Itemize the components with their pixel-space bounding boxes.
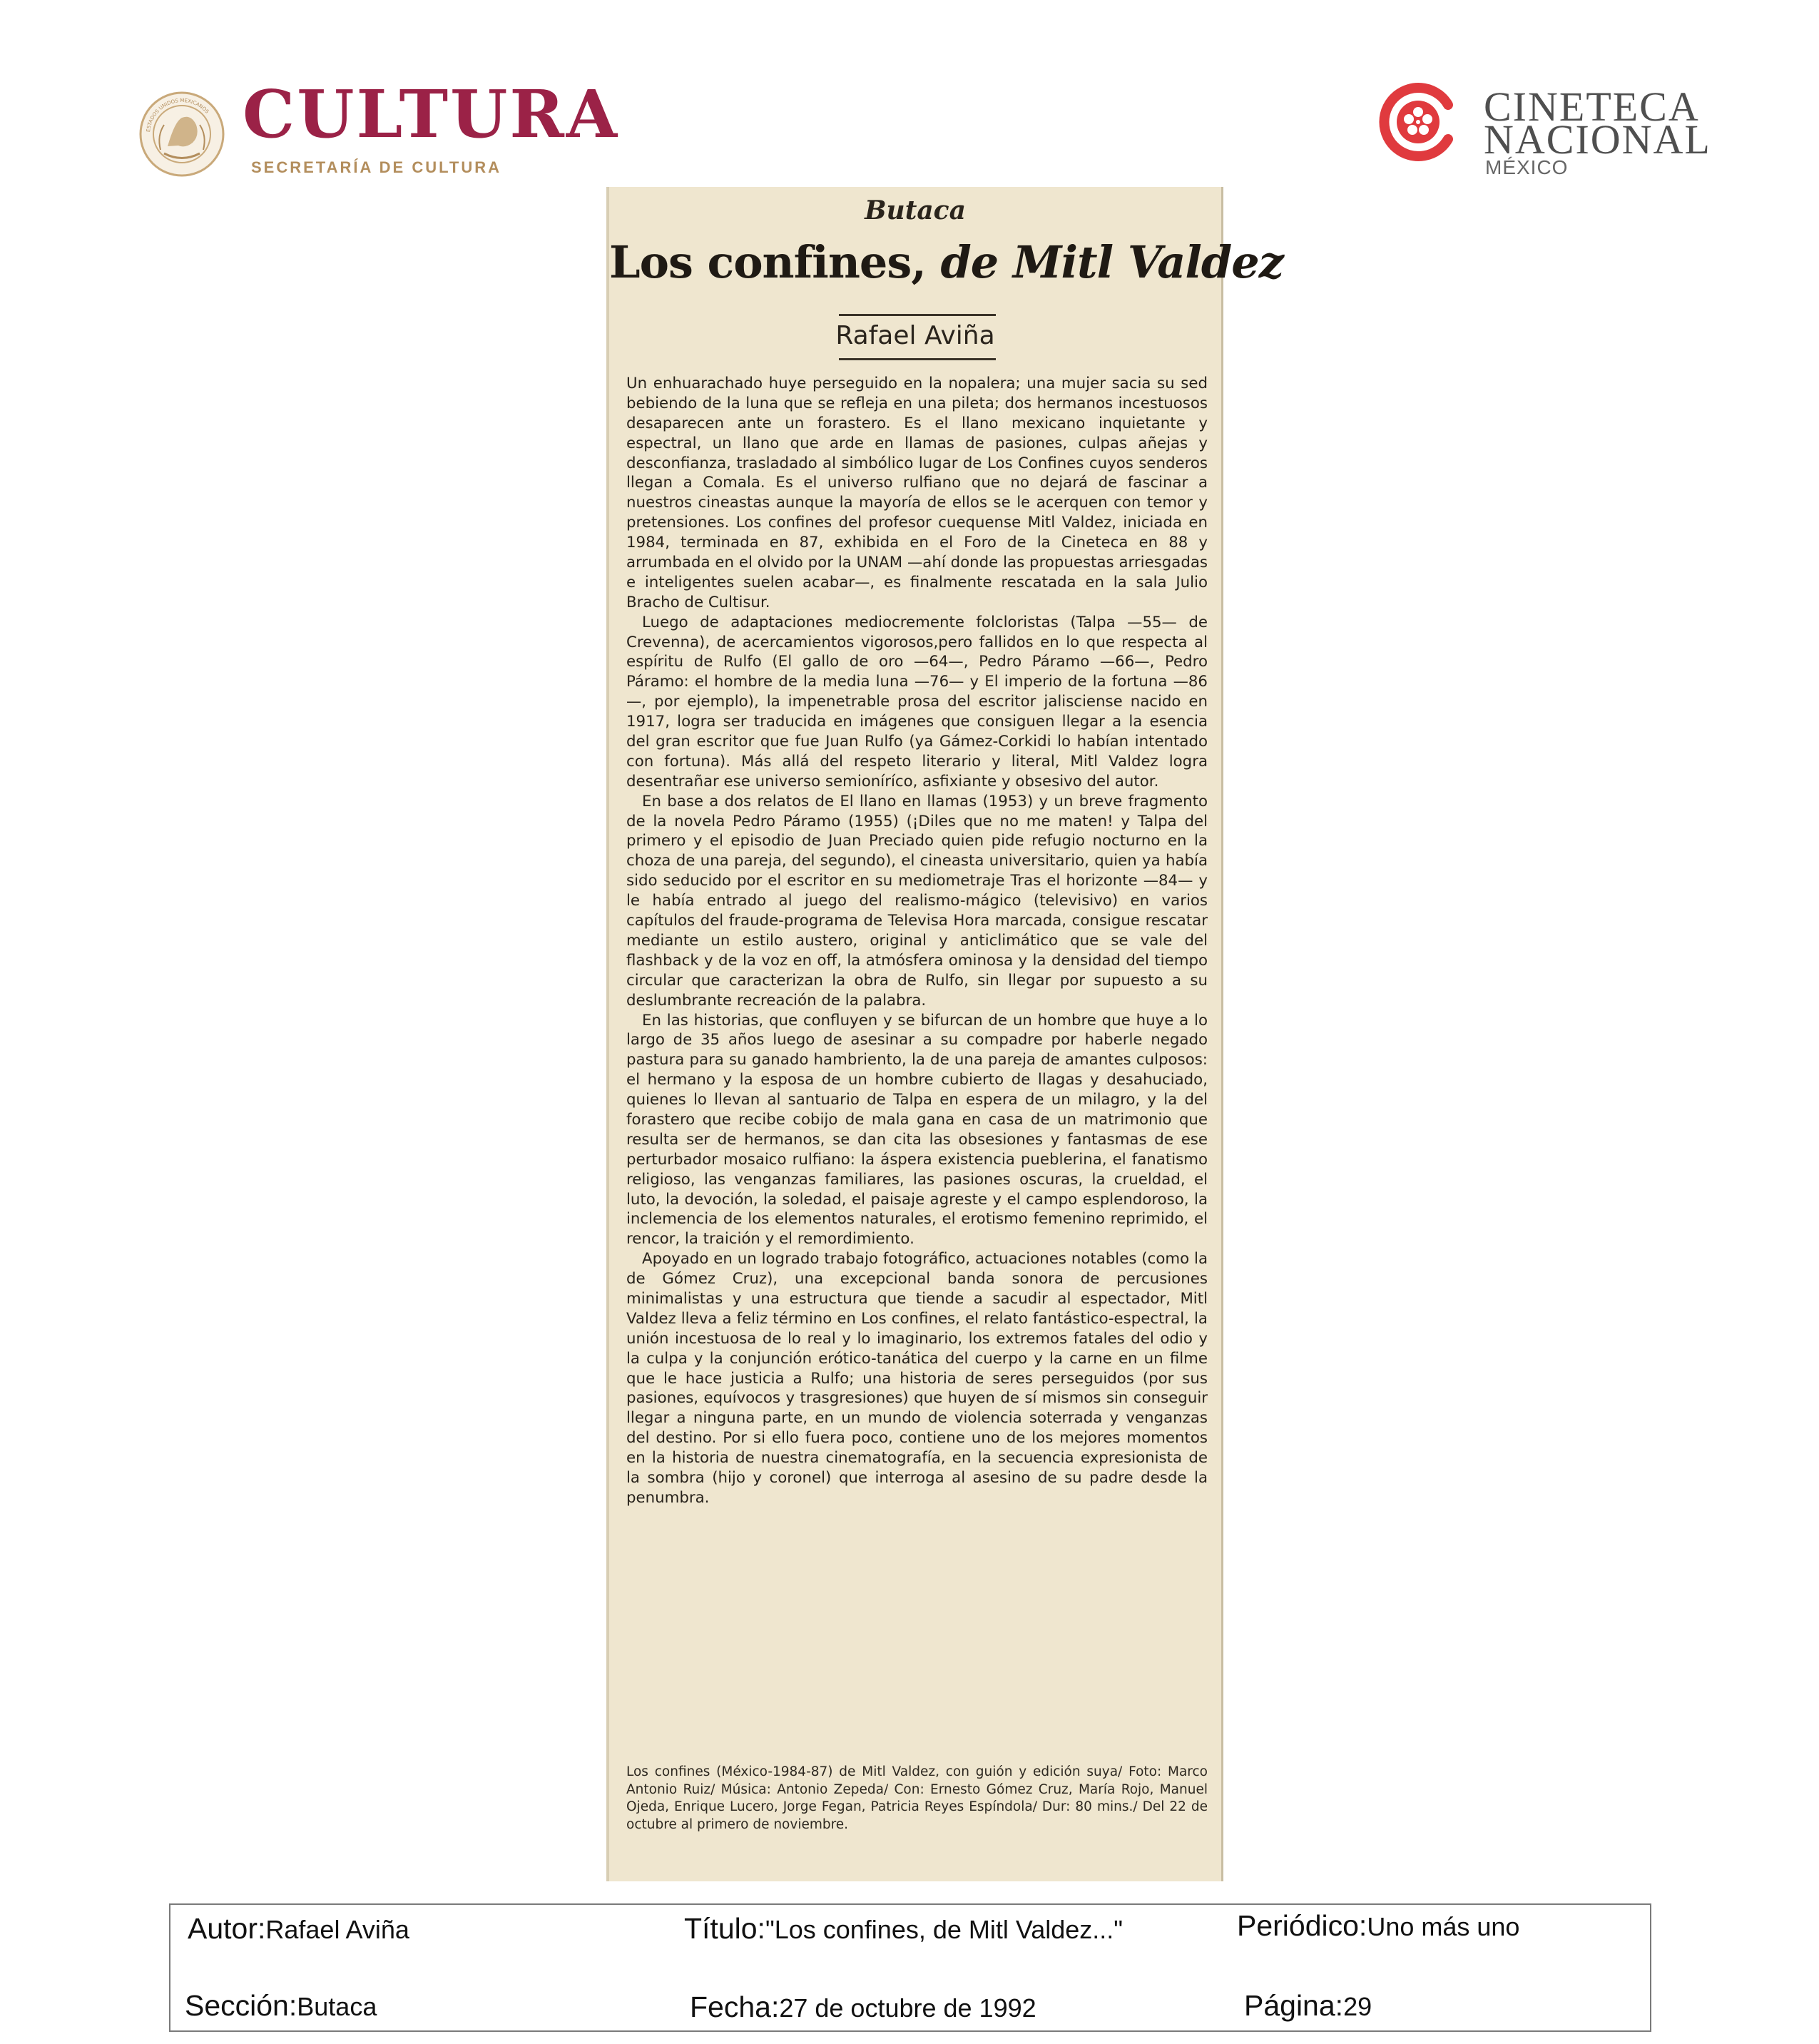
cultura-subtitle: SECRETARÍA DE CULTURA xyxy=(251,158,502,176)
clipping-title xyxy=(609,236,1283,288)
meta-autor-label: Autor: xyxy=(188,1912,266,1945)
clipping-title-rest: de Mitl Valdez xyxy=(940,236,1283,288)
article-paragraph: En las historias, que confluyen y se bifurcan de un hombre que huye a lo largo de 35 años luego de asesinar a su compadre por haberle negado pastura para su ganado hambriento, la de una pareja de amantes culposos: el hermano y la esposa de un hombre cubierto de llagas y desahuciado, quienes lo llevan al santuario de Talpa en espera de un milagro, y la del forastero que recibe cobijo de mala gana en casa de un matrimonio que resulta ser de hermanos, se dan cita las obsesiones y fantasmas de ese perturbador mosaico rulfiano: la áspera existencia pueblerina, el fanatismo religioso, las venganzas familiares, las pasiones oscuras, la crueldad, el luto, la devoción, la soledad, el paisaje agreste y el campo esplendoroso, la inclemencia de los elementos naturales, el erotismo femenino reprimido, el rencor, la traición y el remordimiento. xyxy=(626,1011,1208,1249)
meta-autor-value: Rafael Aviña xyxy=(265,1915,409,1944)
meta-seccion-value: Butaca xyxy=(297,1992,377,2021)
meta-pagina-label: Página: xyxy=(1244,1989,1344,2022)
meta-seccion xyxy=(185,1989,377,2023)
meta-fecha-value: 27 de octubre de 1992 xyxy=(779,1993,1036,2023)
meta-fecha xyxy=(690,1990,1036,2024)
metadata-box xyxy=(169,1903,1651,2032)
meta-autor xyxy=(188,1912,409,1946)
cultura-wordmark: CULTURA xyxy=(243,76,620,153)
meta-fecha-label: Fecha: xyxy=(690,1990,780,2023)
cineteca-logo xyxy=(1377,82,1711,182)
meta-titulo xyxy=(684,1912,1123,1946)
meta-titulo-label: Título: xyxy=(684,1912,765,1945)
byline-rule-top xyxy=(839,314,996,316)
byline-rule-bottom xyxy=(839,358,996,360)
meta-titulo-value: "Los confines, de Mitl Valdez..." xyxy=(765,1915,1124,1944)
seal-text: ESTADOS UNIDOS MEXICANOS xyxy=(146,97,210,133)
article-paragraph: En base a dos relatos de El llano en llamas (1953) y un breve fragmento de la novela Pedro Páramo (1955) (¡Diles que no me maten! y Talpa del primero y el episodio de Juan Preciado quien pide refugio nocturno en la choza de una pareja, del segundo), el cineasta universitario, quien ya había sido seducido por el escritor en su mediometraje Tras el horizonte —84— y le había entrado al juego del realismo-mágico (televisivo) en varios capítulos del fraude-programa de Televisa Hora marcada, consigue rescatar mediante un estilo austero, original y anticlimático que se vale del flashback y de la voz en off, la atmósfera ominosa y la densidad del tiempo circular que caracterizan la obra de Rulfo, sin llegar por supuesto a su deslumbrante recreación de la palabra. xyxy=(626,792,1208,1010)
meta-seccion-label: Sección: xyxy=(185,1989,297,2022)
cineteca-wordmark-line2: NACIONAL xyxy=(1484,116,1711,163)
meta-pagina-value: 29 xyxy=(1343,1992,1372,2021)
meta-periodico-label: Periódico: xyxy=(1237,1909,1367,1942)
article-body xyxy=(626,374,1208,1508)
clipping-title-main: Los confines, xyxy=(609,236,926,288)
mexican-eagle-seal-icon xyxy=(136,86,228,178)
meta-periodico xyxy=(1237,1909,1519,1943)
meta-periodico-value: Uno más uno xyxy=(1367,1912,1520,1941)
cultura-logo xyxy=(136,76,620,185)
clipping-section: Butaca xyxy=(865,195,966,225)
cineteca-country: MÉXICO xyxy=(1485,156,1569,178)
clipping-author: Rafael Aviña xyxy=(835,321,995,350)
article-paragraph: Luego de adaptaciones mediocremente folcloristas (Talpa —55— de Crevenna), de acercamientos vigorosos,pero fallidos en lo que respecta al espíritu de Rulfo (El gallo de oro —64—, Pedro Páramo —66—, Pedro Páramo: el hombre de la media luna —76— y El imperio de la fortuna —86—, por ejemplo), la impenetrable prosa del escritor jalisciense nacido en 1917, logra ser traducida en imágenes que consiguen llegar a la esencia del gran escritor que fue Juan Rulfo (ya Gámez-Corkidi lo habían intentado con fortuna). Más allá del respeto literario y literal, Mitl Valdez logra desentrañar ese universo semioníríco, asfixiante y obsesivo del autor. xyxy=(626,613,1208,790)
meta-pagina xyxy=(1244,1989,1372,2023)
film-reel-icon xyxy=(1377,82,1457,162)
article-paragraph: Apoyado en un logrado trabajo fotográfico, actuaciones notables (como la de Gómez Cruz), una excepcional banda sonora de percusiones minimalistas y una estructura que tiende a sacudir al espectador, Mitl Valdez lleva a feliz término en Los confines, el relato fantástico-espectral, la unión incestuosa de lo real y lo imaginario, los extremos fatales del odio y la culpa y la conjunción erótico-tanática del cuerpo y la carne en un filme que le hace justicia a Rulfo; una historia de seres perseguidos (por sus pasiones, equívocos y trasgresiones) que huyen de sí mismos sin conseguir llegar a ninguna parte, en un mundo de violencia soterrada y venganzas del destino. Por si ello fuera poco, contiene uno de los mejores momentos en la historia de nuestra cinematografía, en la secuencia expresionista de la sombra (hijo y coronel) que interroga al asesino de su padre desde la penumbra. xyxy=(626,1250,1208,1507)
cineteca-wordmark-line1: CINETECA xyxy=(1484,83,1700,130)
film-credits: Los confines (México-1984-87) de Mitl Valdez, con guión y edición suya/ Foto: Marco Antonio Ruiz/ Música: Antonio Zepeda/ Con: Ernesto Gómez Cruz, María Rojo, Manuel Ojeda, Enrique Lucero, Jorge Fegan, Patricia Reyes Espíndola/ Dur: 80 mins./ Del 22 de octubre al primero de noviembre. xyxy=(626,1764,1208,1832)
article-paragraph: Un enhuarachado huye perseguido en la nopalera; una mujer sacia su sed bebiendo de la luna que se refleja en una pileta; dos hermanos incestuosos desaparecen ante un forastero. Es el llano mexicano inquietante y espectral, un llano que arde en llamas de pasiones, culpas añejas y desconfianza, trasladado al simbólico lugar de Los Confines cuyos senderos llegan a Comala. Es el universo rulfiano que no dejará de fascinar a nuestros cineastas aunque la mayoría de ellos se le acerquen con temor y pretensiones. Los confines del profesor cuequense Mitl Valdez, iniciada en 1984, terminada en 87, exhibida en el Foro de la Cineteca en 88 y arrumbada en el olvido por la UNAM —ahí donde las propuestas arriesgadas e inteligentes suelen acabar—, es finalmente rescatada en la sala Julio Bracho de Cultisur. xyxy=(626,375,1208,611)
newspaper-clipping xyxy=(606,187,1283,1881)
